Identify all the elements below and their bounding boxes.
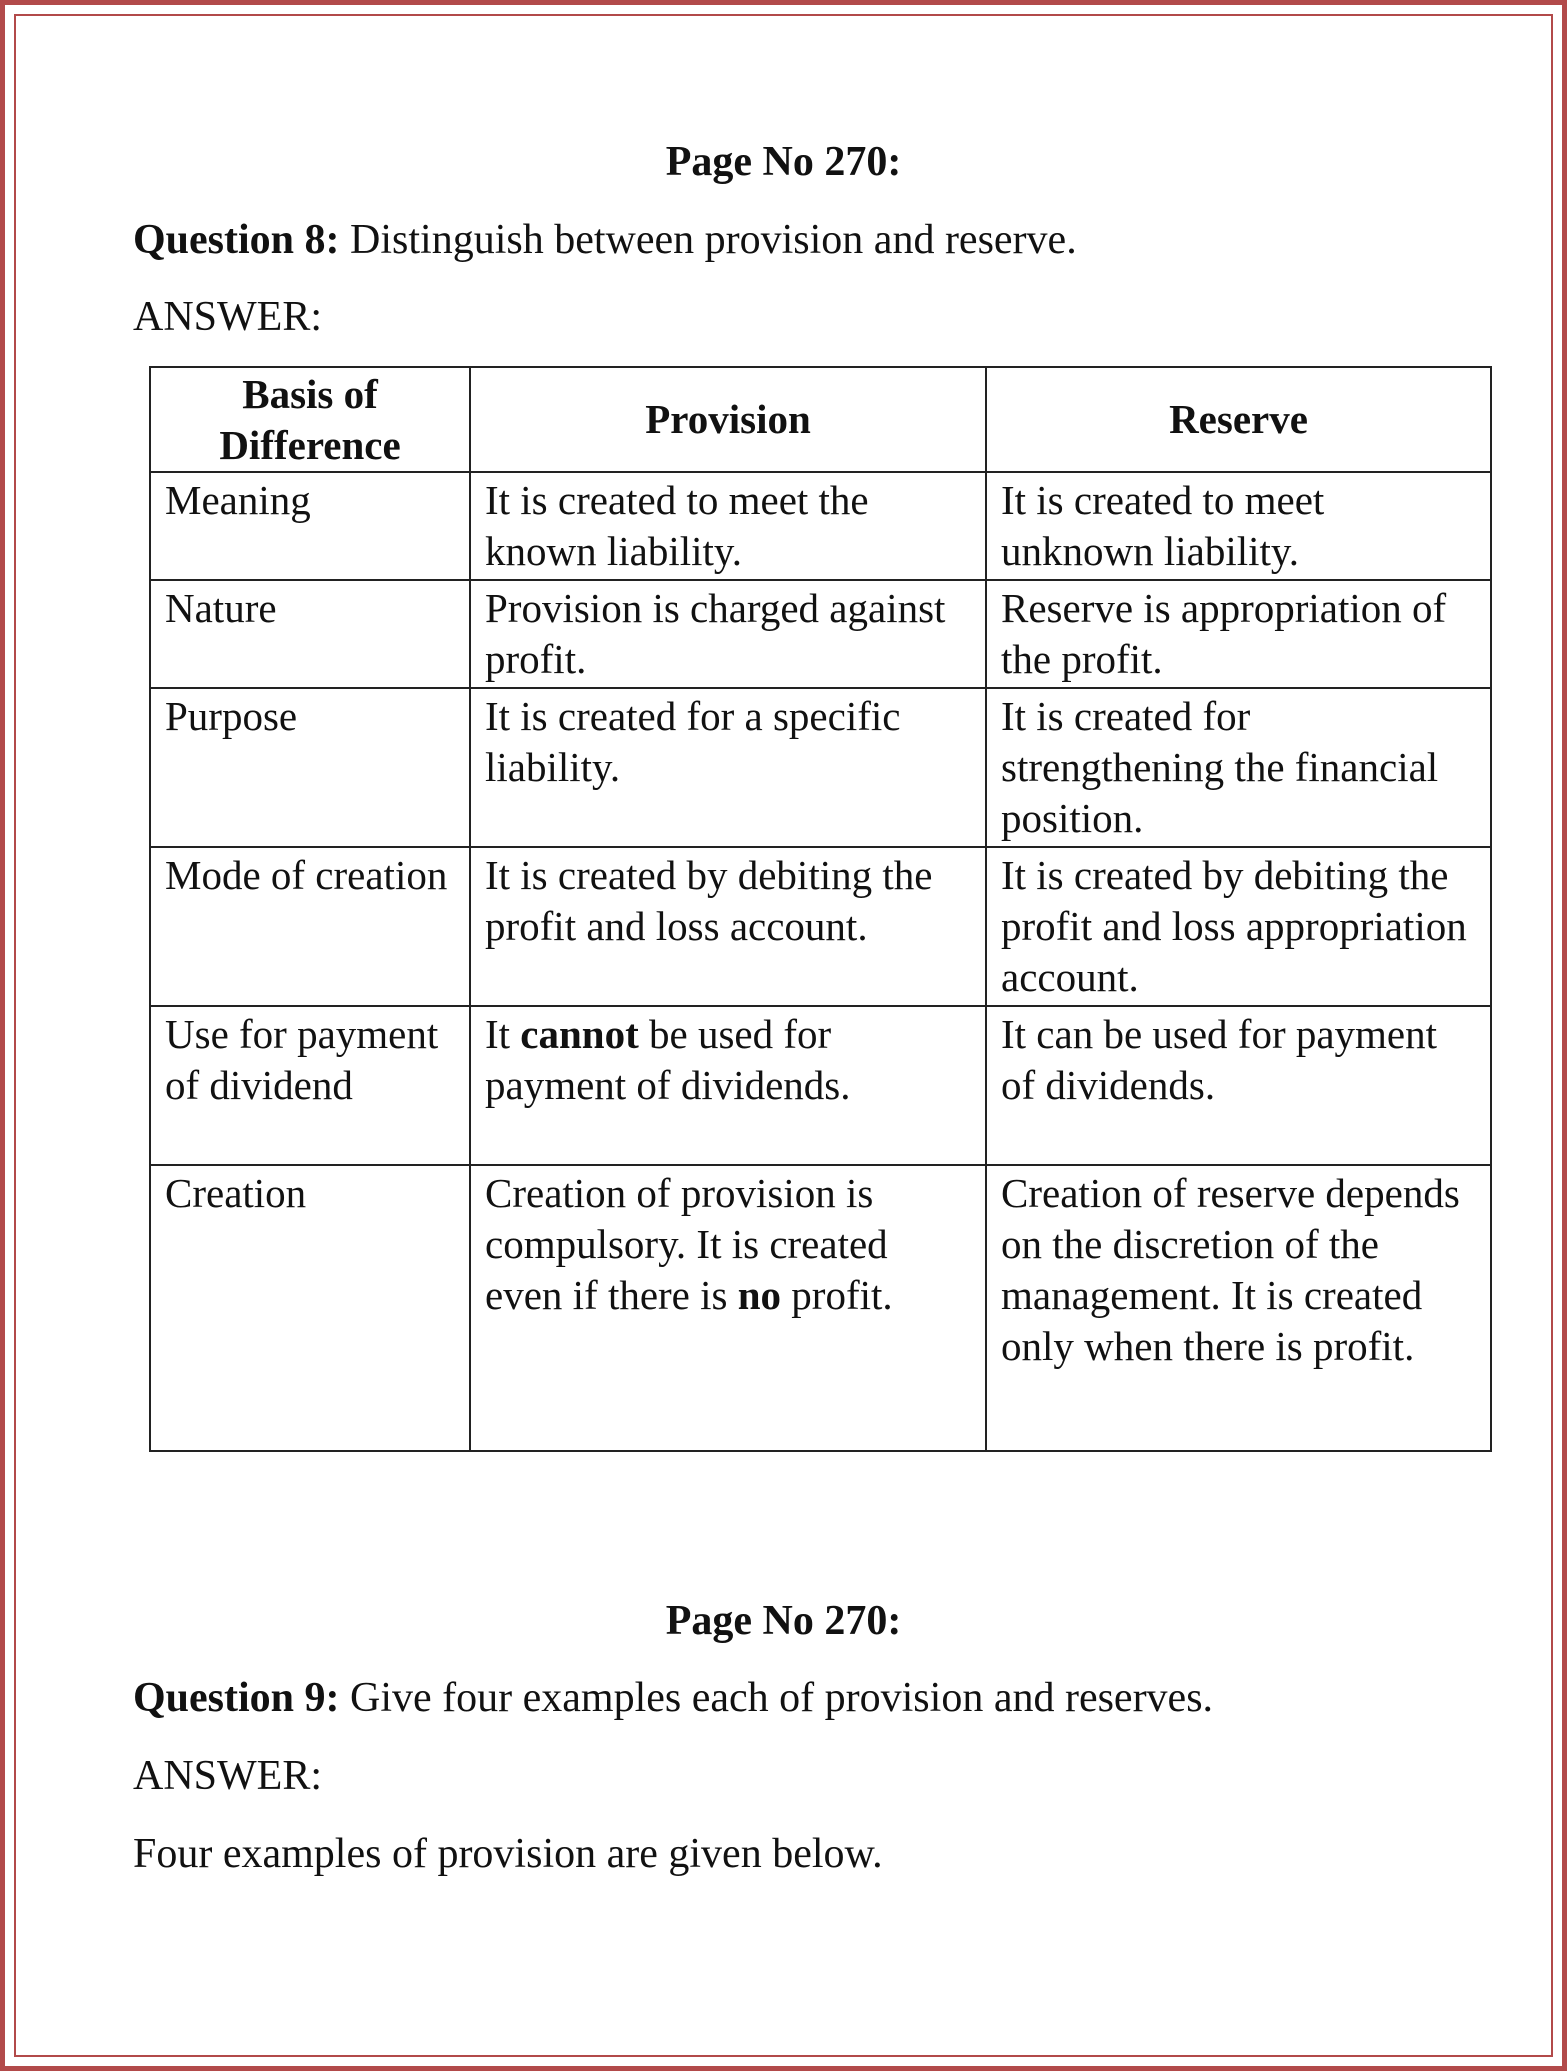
cell-provision <box>470 1006 986 1165</box>
cell-text-pre: Creation of provision is compulsory. It is created even if there is <box>485 1170 888 1318</box>
cell-reserve: It is created for strengthening the financial position. <box>986 688 1491 847</box>
header-provision: Provision <box>470 367 986 472</box>
cell-basis: Creation <box>150 1165 470 1451</box>
cell-reserve: It is created to meet unknown liability. <box>986 472 1491 580</box>
cell-reserve: It can be used for payment of dividends. <box>986 1006 1491 1165</box>
table-row <box>150 472 1491 580</box>
cell-text-emphasis: no <box>737 1272 782 1318</box>
question-8-label: Question 8: <box>133 217 340 263</box>
cell-text-post: profit. <box>781 1272 893 1318</box>
table-row <box>150 688 1491 847</box>
table-row <box>150 580 1491 688</box>
question-8-text: Distinguish between provision and reserve. <box>339 217 1077 263</box>
cell-basis: Use for payment of dividend <box>150 1006 470 1165</box>
table-header-row <box>150 367 1491 472</box>
cell-basis: Purpose <box>150 688 470 847</box>
header-reserve: Reserve <box>986 367 1491 472</box>
table-row <box>150 1006 1491 1165</box>
answer-label-q8: ANSWER: <box>133 294 322 340</box>
cell-reserve: Reserve is appropriation of the profit. <box>986 580 1491 688</box>
cell-provision <box>470 1165 986 1451</box>
difference-table <box>149 366 1492 1452</box>
question-9-text: Give four examples each of provision and reserves. <box>339 1675 1214 1721</box>
cell-provision: It is created to meet the known liability. <box>470 472 986 580</box>
cell-text-pre: It <box>485 1011 521 1057</box>
page-heading-q8: Page No 270: <box>665 139 902 185</box>
cell-reserve: Creation of reserve depends on the discretion of the management. It is created only when there is profit. <box>986 1165 1491 1451</box>
cell-provision: Provision is charged against profit. <box>470 580 986 688</box>
question-8 <box>133 216 1077 264</box>
cell-basis: Nature <box>150 580 470 688</box>
cell-text-post: be used for payment of dividends. <box>485 1011 851 1108</box>
answer-label-q9: ANSWER: <box>133 1753 322 1799</box>
header-basis: Basis of Difference <box>150 367 470 472</box>
answer-intro-q9: Four examples of provision are given below. <box>133 1831 883 1877</box>
page-heading-q9: Page No 270: <box>665 1598 902 1644</box>
question-9 <box>133 1674 1213 1722</box>
cell-basis: Mode of creation <box>150 847 470 1006</box>
table-row <box>150 1165 1491 1451</box>
cell-basis: Meaning <box>150 472 470 580</box>
cell-reserve: It is created by debiting the profit and loss appropriation account. <box>986 847 1491 1006</box>
cell-provision: It is created by debiting the profit and loss account. <box>470 847 986 1006</box>
table-row <box>150 847 1491 1006</box>
question-9-label: Question 9: <box>133 1675 340 1721</box>
cell-text-emphasis: cannot <box>520 1011 639 1057</box>
cell-provision: It is created for a specific liability. <box>470 688 986 847</box>
